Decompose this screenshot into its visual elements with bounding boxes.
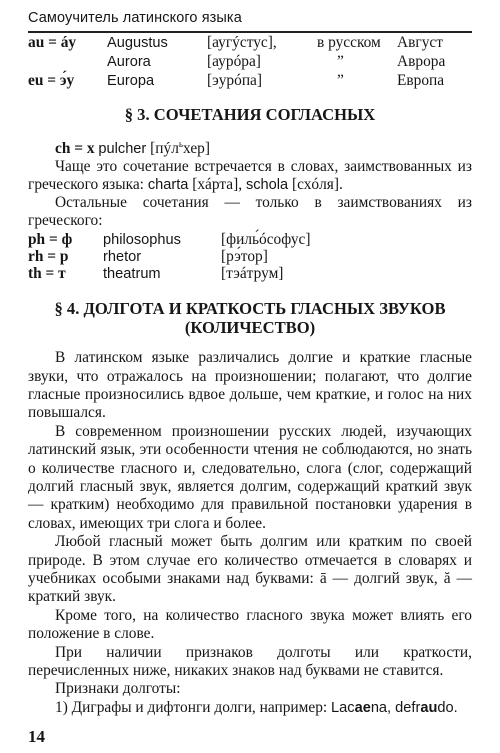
pronunciation: [аурóра] bbox=[207, 53, 261, 70]
comparison-note: в русском bbox=[317, 34, 381, 51]
latin-word: rhetor bbox=[103, 249, 142, 266]
greek-row bbox=[28, 248, 472, 265]
ch-example: pulcher bbox=[98, 141, 147, 158]
diphthong-row bbox=[28, 34, 472, 53]
paragraph: Признаки долготы: bbox=[55, 680, 181, 698]
ch-rule-line bbox=[28, 135, 472, 158]
latin-word: Aurora bbox=[107, 54, 151, 70]
paragraph: Чаще это сочетание встречается в словах, заимствованных из греческого языка: charta [хáрта], schola [схóля]. bbox=[28, 158, 472, 194]
diphthong-rule bbox=[28, 53, 107, 72]
ditto-mark: ” bbox=[337, 72, 344, 89]
latin-word: theatrum bbox=[103, 266, 161, 283]
section-3-heading: § 3. СОЧЕТАНИЯ СОГЛАСНЫХ bbox=[124, 105, 376, 124]
diphthong-row bbox=[28, 72, 472, 91]
russian-word: Август bbox=[397, 34, 443, 51]
ch-rule: ch = х bbox=[55, 140, 95, 158]
diphthong-table bbox=[28, 34, 472, 91]
pronunciation: [рэ́тор] bbox=[221, 248, 268, 266]
paragraph: Кроме того, на количество гласного звука может влиять его положение в слове. bbox=[28, 606, 472, 643]
greek-table bbox=[28, 231, 472, 282]
pronunciation: [аугýстус], bbox=[207, 34, 277, 51]
section-4 bbox=[28, 349, 472, 717]
pronunciation: [филь́óсофус] bbox=[221, 231, 311, 249]
running-head: Самоучитель латинского языка bbox=[28, 10, 242, 26]
russian-word: Европа bbox=[397, 72, 445, 89]
greek-row bbox=[28, 231, 472, 248]
paragraph: Любой гласный может быть долгим или кратким по своей природе. В этом случае его количество отмечается в словарях и учебниках особыми знаками над буквами: ā — долгий звук, ă — краткий звук. bbox=[28, 533, 472, 606]
latin-example: charta bbox=[147, 177, 189, 194]
greek-rule: rh = р bbox=[28, 248, 69, 266]
page-content bbox=[28, 34, 472, 717]
section-4-heading: § 4. ДОЛГОТА И КРАТКОСТЬ ГЛАСНЫХ ЗВУКОВ (КОЛИЧЕСТВО) bbox=[54, 299, 446, 338]
latin-word: philosophus bbox=[103, 232, 181, 249]
greek-rule: ph = ф bbox=[28, 231, 73, 249]
russian-word: Аврора bbox=[397, 53, 446, 70]
section-3 bbox=[28, 135, 472, 282]
diphthong-row bbox=[28, 53, 472, 72]
paragraph: При наличии признаков долготы или краткости, перечисленных ниже, никаких знаков над буквами не ставится. bbox=[28, 643, 472, 680]
paragraph: Остальные сочетания — только в заимствованиях из греческого: bbox=[28, 194, 472, 230]
paragraph: В латинском языке различались долгие и краткие гласные звуки, что отражалось на произношении; полагают, что долгие гласные произносились вдвое дольше, чем краткие, и голос на них повышался. bbox=[28, 349, 472, 422]
latin-word: Europa bbox=[107, 73, 155, 89]
rule-1: 1) Диграфы и дифтонги долги, например: Lacaena, defraudo. bbox=[55, 698, 458, 716]
ditto-mark: ” bbox=[337, 53, 344, 70]
pronunciation: [эурóпа] bbox=[207, 72, 263, 89]
latin-example: schola bbox=[245, 177, 289, 194]
header-rule bbox=[28, 31, 472, 33]
latin-word: Augustus bbox=[107, 35, 168, 51]
greek-rule: th = т bbox=[28, 265, 66, 283]
greek-row bbox=[28, 265, 472, 282]
pronunciation: [тэáтрум] bbox=[221, 265, 284, 283]
page-number: 14 bbox=[28, 727, 45, 746]
latin-example: Lacaena, defraudo. bbox=[331, 699, 458, 716]
diphthong-rule: eu = э́у bbox=[28, 72, 75, 89]
diphthong-rule: au = áy bbox=[28, 34, 77, 51]
ch-reading: [пýл$^ь$хер] bbox=[150, 139, 210, 158]
paragraph: В современном произношении русских людей, изучающих латинский язык, эти особенности чтения не соблюдаются, но знать о количестве гласного и, следовательно, слога (слог, содержащий долгий гласный звук, является долгим, содержащий краткий звук — кратким) необходимо для правильной постановки ударения в словах, имеющих три слога и более. bbox=[28, 422, 472, 532]
